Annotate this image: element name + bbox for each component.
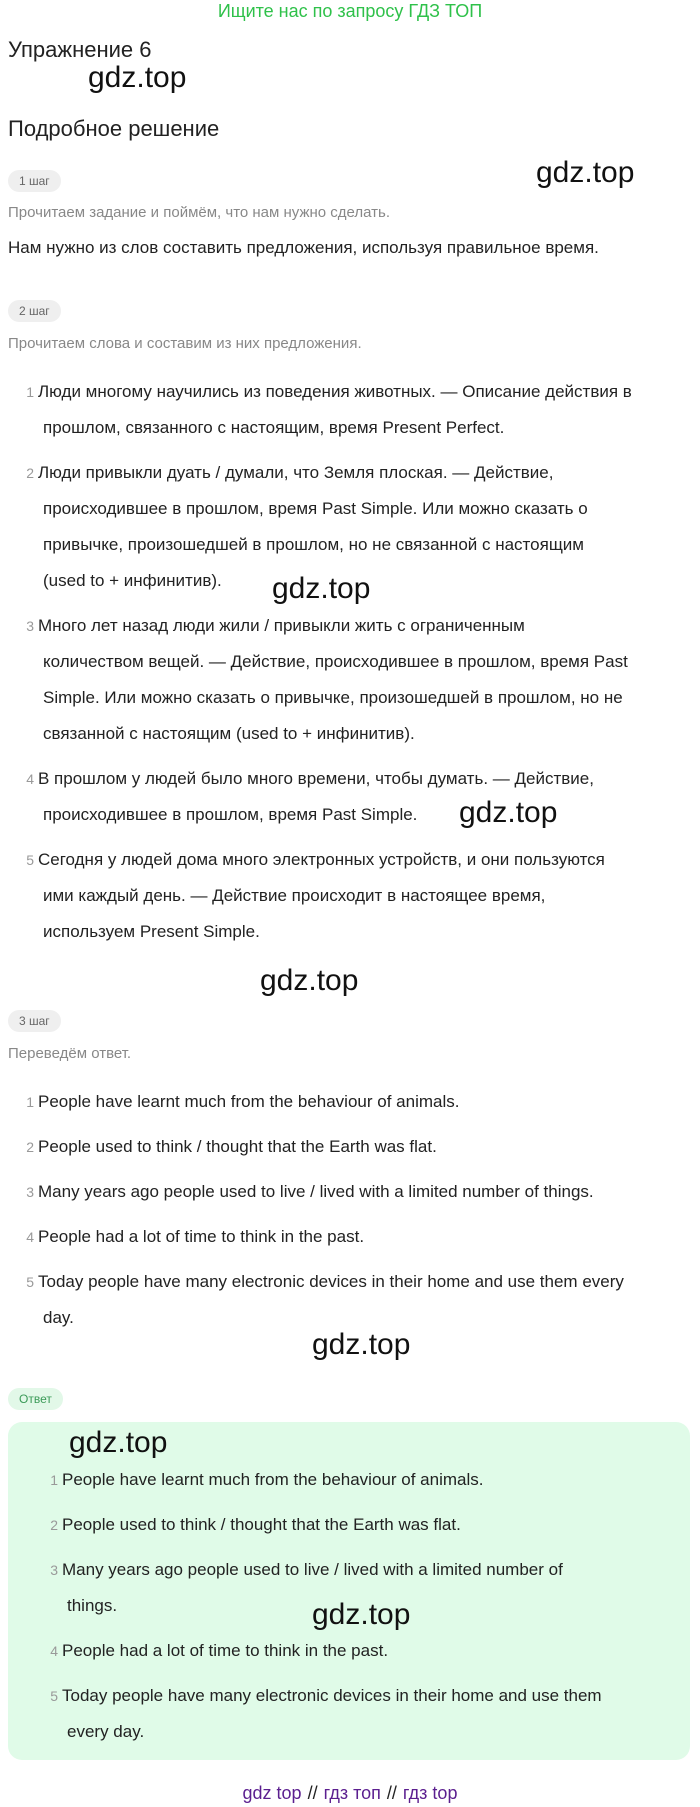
step3-list xyxy=(22,1084,692,1345)
solution-heading: Подробное решение xyxy=(8,116,220,141)
list-item-line: связанной с настоящим (used to + инфинитив). xyxy=(43,724,415,743)
list-item-number: 2 xyxy=(26,1139,34,1155)
list-item xyxy=(46,1462,686,1498)
list-item-line: происходившее в прошлом, время Past Simple. Или можно сказать о xyxy=(43,499,588,518)
footer-link[interactable]: гдз топ xyxy=(323,1783,381,1803)
list-item xyxy=(22,608,692,752)
watermark: gdz.top xyxy=(260,964,359,997)
list-item xyxy=(46,1507,686,1543)
list-item-line: количеством вещей. — Действие, происходившее в прошлом, время Past xyxy=(43,652,628,671)
list-item-line: Люди многому научились из поведения животных. — Описание действия в xyxy=(38,382,632,401)
list-item-line: ими каждый день. — Действие происходит в настоящее время, xyxy=(43,886,546,905)
step-text: Нам нужно из слов составить предложения, используя правильное время. xyxy=(8,238,599,257)
list-item-line: Simple. Или можно сказать о привычке, произошедшей в прошлом, но не xyxy=(43,688,623,707)
watermark: gdz.top xyxy=(312,1328,411,1361)
list-item-line: things. xyxy=(67,1596,118,1615)
list-item-number: 4 xyxy=(26,771,34,787)
step-hint: Переведём ответ. xyxy=(8,1045,132,1062)
list-item-line: прошлом, связанного с настоящим, время Present Perfect. xyxy=(43,418,505,437)
top-banner[interactable]: Ищите нас по запросу ГДЗ ТОП xyxy=(217,1,483,21)
list-item-number: 5 xyxy=(50,1688,58,1704)
list-item-line: People have learnt much from the behaviour of animals. xyxy=(38,1092,460,1111)
exercise-title: Упражнение 6 xyxy=(8,37,152,62)
step2-list xyxy=(22,374,692,959)
list-item-line: People had a lot of time to think in the past. xyxy=(38,1227,365,1246)
footer-links xyxy=(0,1782,700,1804)
watermark: gdz.top xyxy=(88,61,187,94)
list-item xyxy=(46,1633,686,1669)
list-item xyxy=(46,1678,686,1750)
list-item-number: 5 xyxy=(26,1274,34,1290)
list-item-line: используем Present Simple. xyxy=(43,922,260,941)
step-hint: Прочитаем слова и составим из них предложения. xyxy=(8,335,362,352)
list-item-number: 3 xyxy=(26,1184,34,1200)
list-item-number: 1 xyxy=(26,384,34,400)
list-item-number: 2 xyxy=(26,465,34,481)
list-item-line: People used to think / thought that the Earth was flat. xyxy=(38,1137,437,1156)
watermark: gdz.top xyxy=(312,1598,411,1631)
list-item xyxy=(22,761,692,833)
step-badge: 1 шаг xyxy=(8,170,61,192)
watermark: gdz.top xyxy=(272,572,371,605)
list-item-number: 5 xyxy=(26,852,34,868)
footer-link[interactable]: gdz top xyxy=(242,1783,302,1803)
list-item xyxy=(22,842,692,950)
list-item-line: привычке, произошедшей в прошлом, но не связанной с настоящим xyxy=(43,535,584,554)
list-item-line: day. xyxy=(43,1308,74,1327)
list-item-line: Many years ago people used to live / lived with a limited number of things. xyxy=(38,1182,594,1201)
list-item-line: (used to + инфинитив). xyxy=(43,571,222,590)
watermark: gdz.top xyxy=(459,796,558,829)
list-item-number: 3 xyxy=(26,618,34,634)
list-item xyxy=(22,1219,692,1255)
watermark: gdz.top xyxy=(536,156,635,189)
list-item-number: 4 xyxy=(26,1229,34,1245)
list-item-number: 2 xyxy=(50,1517,58,1533)
footer-separator: // xyxy=(307,1783,318,1803)
list-item-line: Много лет назад люди жили / привыкли жить с ограниченным xyxy=(38,616,525,635)
watermark: gdz.top xyxy=(69,1426,168,1459)
list-item-line: People had a lot of time to think in the past. xyxy=(62,1641,389,1660)
footer-link[interactable]: гдз top xyxy=(402,1783,458,1803)
list-item-line: Many years ago people used to live / lived with a limited number of xyxy=(62,1560,563,1579)
list-item xyxy=(22,1264,692,1336)
list-item-line: People have learnt much from the behaviour of animals. xyxy=(62,1470,484,1489)
list-item-number: 4 xyxy=(50,1643,58,1659)
list-item-line: People used to think / thought that the Earth was flat. xyxy=(62,1515,461,1534)
list-item-number: 1 xyxy=(26,1094,34,1110)
list-item xyxy=(22,1129,692,1165)
list-item-number: 3 xyxy=(50,1562,58,1578)
list-item-line: Сегодня у людей дома много электронных устройств, и они пользуются xyxy=(38,850,605,869)
list-item-line: Today people have many electronic devices in their home and use them every xyxy=(38,1272,624,1291)
list-item xyxy=(22,1174,692,1210)
step-badge: 3 шаг xyxy=(8,1010,61,1032)
list-item xyxy=(22,374,692,446)
list-item-line: every day. xyxy=(67,1722,145,1741)
list-item xyxy=(22,1084,692,1120)
list-item-line: происходившее в прошлом, время Past Simple. xyxy=(43,805,418,824)
list-item-line: Люди привыкли дуать / думали, что Земля плоская. — Действие, xyxy=(38,463,554,482)
step-hint: Прочитаем задание и поймём, что нам нужно сделать. xyxy=(8,204,391,221)
step-badge: 2 шаг xyxy=(8,300,61,322)
list-item-line: Today people have many electronic devices in their home and use them xyxy=(62,1686,602,1705)
footer-separator: // xyxy=(386,1783,397,1803)
list-item-number: 1 xyxy=(50,1472,58,1488)
list-item-line: В прошлом у людей было много времени, чтобы думать. — Действие, xyxy=(38,769,594,788)
answer-badge: Ответ xyxy=(8,1388,63,1410)
